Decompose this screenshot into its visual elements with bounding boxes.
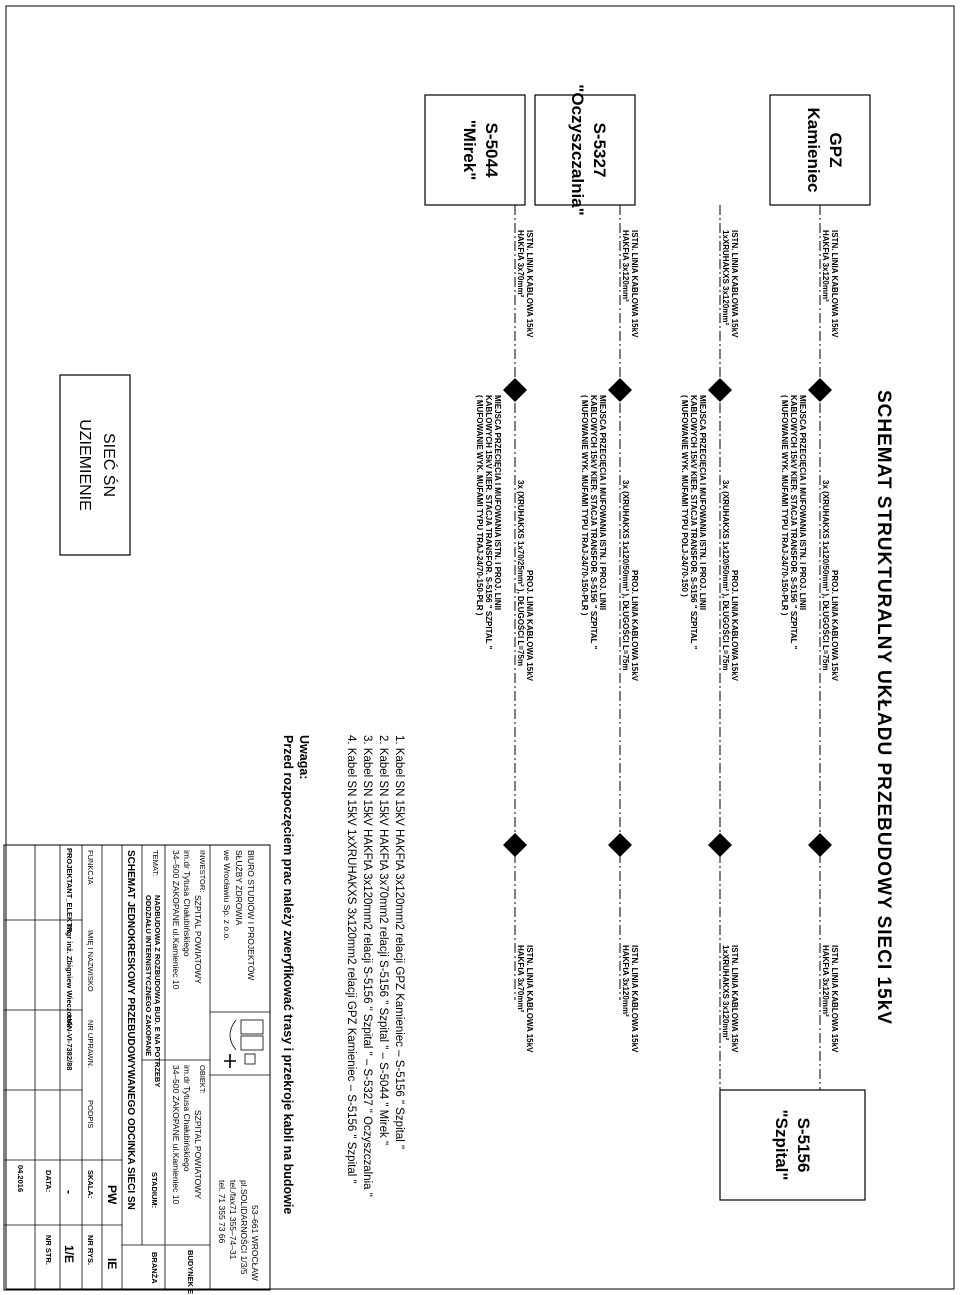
role-header: FUNKCJA — [86, 850, 95, 885]
number-value: 1/E — [62, 1245, 76, 1264]
object-label: OBIEKT: — [198, 1065, 207, 1094]
earthing-label: UZIEMIENIE — [76, 419, 93, 511]
legend-item: 2. Kabel SN 15kV HAKFtA 3x70mm2 relacji S-5156 " Szpital " – S-5044 " Mirek " — [377, 735, 389, 1146]
joint-diamond — [808, 833, 832, 857]
object-name: SZPITAL POWIATOWY — [193, 1110, 203, 1199]
office-logo-icon — [224, 1020, 263, 1068]
office-phone: tel. 71 355 73 66 — [217, 1180, 227, 1244]
joint-label: KABLOWYCH 15kV KIER. STACJA TRANSFOR. S-5156 " SZPITAL " — [589, 395, 598, 650]
joint-diamond — [708, 833, 732, 857]
joint-diamond — [708, 378, 732, 402]
line-label: 3x (XRUHAKXS 1x70/25mm² ), DŁUGOŚCI L=75m — [516, 480, 525, 667]
joint-label: KABLOWYCH 15kV KIER. STACJA TRANSFOR. S-5156 " SZPITAL " — [789, 395, 798, 650]
designer-role: PROJEKTANT_ELEKTR. — [65, 848, 74, 935]
cable-line-4 — [475, 205, 534, 1053]
line-label: PROJ. LINIA KABLOWA 15kV — [730, 570, 739, 681]
line-label: HAKFtA 3x120mm² — [821, 945, 830, 1017]
line-label: HAKFtA 3x120mm² — [821, 230, 830, 302]
page-frame — [6, 6, 954, 1289]
line-label: 3x (XRUHAKXS 1x120/50mm² ), DŁUGOŚCI L=75m — [721, 480, 730, 671]
office-address: 53–661 WROCŁAW — [250, 1205, 260, 1281]
joint-label: ( MUFOWANIE WYK. MUFAMI TYPU TRAJ-24/70-150-PLR ) — [580, 395, 589, 616]
line-label: PROJ. LINIA KABLOWA 15kV — [830, 570, 839, 681]
station-name: S-5327 — [590, 122, 609, 178]
joint-label: ( MUFOWANIE WYK. MUFAMI TYPU POLJ-24/70-150 ) — [680, 395, 689, 597]
station-s5044 — [425, 95, 525, 205]
object-address: 34–500 ZAKOPANE ul.Kamieniec 10 — [171, 1065, 181, 1205]
legend-item: 4. Kabel SN 15kV 1xXRUHAKXS 3x120mm2 relacji GPZ Kamieniec – S-5156 " Szpital " — [345, 735, 357, 1184]
station-name: S-5156 — [794, 1117, 813, 1173]
line-label: HAKFtA 3x120mm² — [621, 230, 630, 302]
joint-diamond — [608, 378, 632, 402]
joint-label: ( MUFOWANIE WYK. MUFAMI TYPU TRAJ-24/70-150-PLR ) — [780, 395, 789, 616]
station-subname: Kamieniec — [804, 107, 823, 193]
line-label: ISTN. LINIA KABLOWA 15kV — [730, 230, 739, 338]
date-value: 04.2016 — [16, 1165, 25, 1193]
joint-label: ( MUFOWANIE WYK. MUFAMI TYPU TRAJ-24/70-150-PLR ) — [475, 395, 484, 616]
joint-diamond — [808, 378, 832, 402]
investor-name: im.dr Tytusa Chałubińskiego — [182, 850, 192, 957]
joint-label: MIEJSCA PRZECIĘCIA I MUFOWANIA ISTN. I PROJ. LINII — [493, 395, 502, 611]
station-subname: "Oczyszczalnia" — [568, 84, 587, 216]
office-name: we Wrocławiu Sp. z o.o. — [222, 850, 232, 941]
network-box — [60, 375, 130, 555]
station-s5327 — [535, 84, 635, 215]
line-label: 1xXRUHAKXS 3x120mm² — [721, 945, 730, 1041]
line-label: ISTN. LINIA KABLOWA 15kV — [730, 945, 739, 1053]
line-label: ISTN. LINIA KABLOWA 15kV — [630, 230, 639, 338]
warning-text: Przed rozpoczęciem prac należy zweryfikować trasy i przekroje kabli na budowie — [281, 735, 295, 1215]
branch-label: BRANŻA — [150, 1252, 159, 1284]
diagram-title: SCHEMAT STRUKTURALNY UKŁADU PRZEBUDOWY SIECI 15kV — [873, 390, 894, 1025]
stage-value: PW — [105, 1185, 119, 1205]
line-label: PROJ. LINIA KABLOWA 15kV — [525, 570, 534, 681]
line-label: ISTN. LINIA KABLOWA 15kV — [830, 230, 839, 338]
line-label: 3x (XRUHAKXS 1x120/50mm² ), DŁUGOŚCI L=75m — [621, 480, 630, 671]
scale-label: SKALA: — [86, 1170, 95, 1199]
topic-text: ODDZIAŁU INTERNISTYCZNEGO ZAKOPANE — [144, 895, 153, 1057]
line-label: HAKFtA 3x70mm² — [516, 230, 525, 298]
line-label: ISTN. LINIA KABLOWA 15kV — [630, 945, 639, 1053]
topic-label: TEMAT: — [151, 850, 160, 877]
cable-line-3 — [580, 205, 639, 1053]
investor-label: INWESTOR: — [198, 850, 207, 893]
station-name: GPZ — [826, 132, 845, 168]
joint-label: MIEJSCA PRZECIĘCIA I MUFOWANIA ISTN. I PROJ. LINII — [798, 395, 807, 611]
cable-line-1 — [780, 205, 839, 1090]
date-label: DATA: — [44, 1170, 53, 1193]
joint-diamond — [503, 378, 527, 402]
branch-value: IE — [105, 1258, 119, 1270]
sheet-label: NR STR. — [44, 1235, 53, 1265]
object-name: im.dr Tytusa Chałubińskiego — [182, 1065, 192, 1172]
line-label: HAKFtA 3x70mm² — [516, 945, 525, 1013]
designer-name: mgr inż. Zbigniew Wieczorek — [65, 925, 74, 1028]
office-name: SŁUŻBY ZDROWIA — [234, 850, 244, 926]
joint-label: MIEJSCA PRZECIĘCIA I MUFOWANIA ISTN. I PROJ. LINII — [698, 395, 707, 611]
station-subname: "Mirek" — [460, 119, 479, 181]
station-subname: "Szpital" — [772, 1109, 791, 1181]
drawing-title: SCHEMAT JEDNOKRESKOWY PRZEBUDOWYWANEGO ODCINKA SIECI SN — [125, 850, 136, 1210]
line-label: 1xXRUHAKXS 3x120mm² — [721, 230, 730, 326]
line-label: ISTN. LINIA KABLOWA 15kV — [525, 945, 534, 1053]
line-label: ISTN. LINIA KABLOWA 15kV — [525, 230, 534, 338]
station-name: S-5044 — [482, 122, 501, 178]
joint-diamond — [503, 833, 527, 857]
line-label: 3x (XRUHAKXS 1x120/50mm² ), DŁUGOŚCI L=75m — [821, 480, 830, 671]
legend-item: 1. Kabel SN 15kV HAKFtA 3x120mm2 relacji GPZ Kamieniec – S-5156 " Szpital " — [393, 735, 405, 1150]
number-label: NR RYS. — [86, 1235, 95, 1266]
office-name: BIURO STUDIÓW I PROJEKTÓW — [246, 850, 256, 981]
building-label: BUDYNEK E — [186, 1250, 195, 1295]
cable-line-2 — [680, 205, 739, 1090]
name-header: IMIĘ I NAZWISKO — [86, 930, 95, 992]
topic-text: NADBUDOWA Z ROZBUDOWĄ BUD. E NA POTRZEBY — [153, 895, 162, 1088]
title-block — [4, 845, 270, 1294]
scale-value: - — [62, 1190, 76, 1194]
joint-label: KABLOWYCH 15kV KIER. STACJA TRANSFOR. S-5156 " SZPITAL " — [484, 395, 493, 650]
station-gpz — [770, 95, 870, 205]
designer-license: UAN-VI-7382/88 — [65, 1015, 74, 1071]
network-label: SIEĆ ŚN — [100, 432, 117, 498]
joint-label: MIEJSCA PRZECIĘCIA I MUFOWANIA ISTN. I PROJ. LINII — [598, 395, 607, 611]
station-s5156 — [720, 1090, 865, 1200]
legend-item: 3. Kabel SN 15kV HAKFtA 3x120mm2 relacji S-5156 " Szpital " – S-5327 " Oczyszczalnia " — [361, 735, 373, 1197]
license-header: NR UPRAWN. — [86, 1020, 95, 1069]
office-address: pl.SOLIDARNOŚCI 1/3/5 — [239, 1180, 249, 1275]
cable-legend — [345, 735, 405, 1197]
warning-note — [281, 735, 311, 1214]
stage-label: STADIUM: — [150, 1172, 159, 1209]
investor-name: SZPITAL POWIATOWY — [193, 895, 203, 984]
investor-address: 34–500 ZAKOPANE ul.Kamieniec 10 — [171, 850, 181, 990]
line-label: HAKFtA 3x120mm² — [621, 945, 630, 1017]
office-phone: tel./fax71 355–74–31 — [228, 1180, 238, 1260]
line-label: ISTN. LINIA KABLOWA 15kV — [830, 945, 839, 1053]
joint-label: KABLOWYCH 15kV KIER. STACJA TRANSFOR. S-5156 " SZPITAL " — [689, 395, 698, 650]
joint-diamond — [608, 833, 632, 857]
signature-header: PODPIS — [86, 1100, 95, 1129]
line-label: PROJ. LINIA KABLOWA 15kV — [630, 570, 639, 681]
warning-heading: Uwaga: — [297, 735, 311, 780]
